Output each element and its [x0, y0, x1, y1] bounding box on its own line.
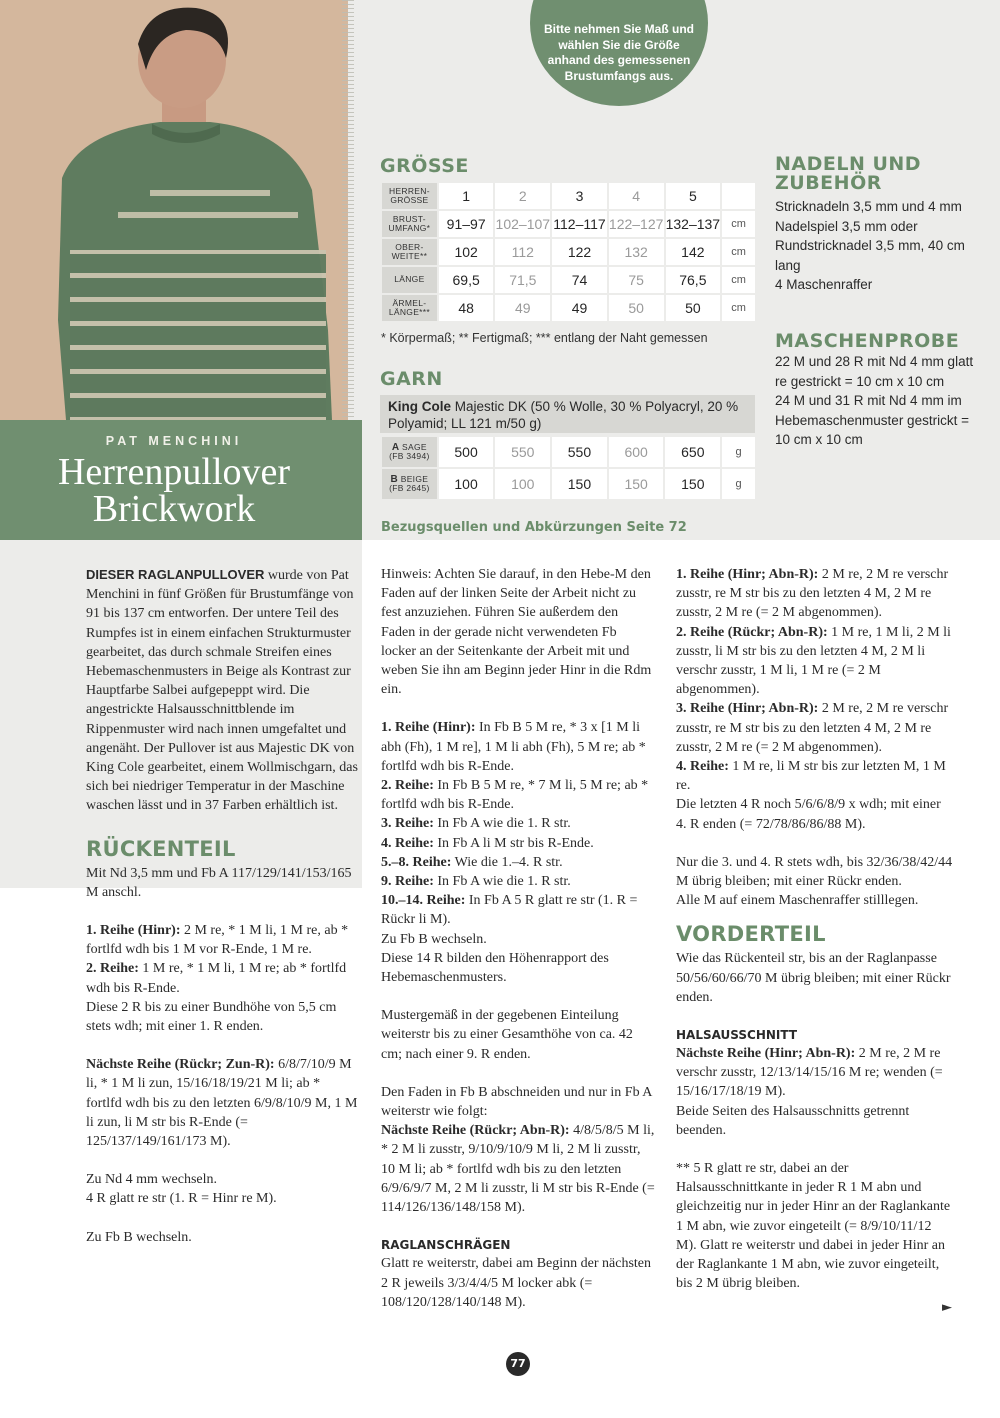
raglan-row-2 — [676, 623, 954, 700]
size-footnote: * Körpermaß; ** Fertigmaß; *** entlang der Naht gemessen — [381, 331, 708, 345]
pattern-row-10-14 — [381, 891, 655, 929]
yarn-brand: King Cole — [388, 399, 451, 414]
change-color-b: Zu Fb B wechseln. — [381, 931, 487, 947]
raglan-text: Glatt re weiterstr, dabei am Beginn der nächsten 2 R jeweils 3/3/4/4/5 M locker abk (= 108/120/128/140/148 M). — [381, 1256, 652, 1310]
needles-heading-line-2: ZUBEHÖR — [775, 172, 882, 194]
row-label: Nächste Reihe (Hinr; Abn-R): — [676, 1046, 856, 1062]
size-unit: cm — [721, 238, 756, 266]
size-cell: 132 — [608, 238, 665, 266]
row-label: 2. Reihe (Rückr; Abn-R): — [676, 624, 828, 640]
pattern-row-9 — [381, 872, 655, 891]
row-label: 2. Reihe: — [381, 778, 434, 794]
row-text: 2 M re, 2 M re verschr zusstr, re M str bis zu den letzten 4 M, 2 M re zusstr, 2 M re (= 2 M abgenommen). — [676, 701, 949, 755]
raglan-repeat-2: Nur die 3. und 4. R stets wdh, bis 32/36/38/42/44 M übrig bleiben; mit einer Rückr enden. — [676, 854, 953, 890]
yarn-heading: GARN — [380, 368, 443, 390]
size-cell: 1 — [438, 182, 495, 210]
row-label: Nächste Reihe (Rückr; Zun-R): — [86, 1057, 275, 1073]
row-label: 1. Reihe (Hinr): — [86, 923, 181, 939]
size-cell: 122–127 — [608, 210, 665, 238]
yarn-cell: 550 — [551, 436, 608, 468]
row-text: 1 M re, 1 M li, 2 M li zusstr, li M str bis zu den letzten 4 M, 2 M li verschr zusstr, 1 M li, 1 M re (= 2 M abgenommen). — [676, 624, 951, 698]
row-text: Wie die 1.–4. R str. — [451, 854, 563, 870]
yarn-unit: g — [721, 436, 756, 468]
back-heading: RÜCKENTEIL — [86, 836, 236, 861]
title-line-1: Herrenpullover — [57, 451, 291, 493]
back-rib-repeat: Diese 2 R bis zu einer Bundhöhe von 5,5 cm stets wdh; mit einer 1. R enden. — [86, 999, 337, 1035]
size-cell: 102 — [438, 238, 495, 266]
row-label: 5.–8. Reihe: — [381, 854, 452, 870]
yarn-code: B — [390, 473, 399, 485]
row-text: In Fb B 5 M re, * 7 M li, 5 M re; ab * fortlfd wdh bis R-Ende. — [381, 778, 649, 813]
size-cell: 91–97 — [438, 210, 495, 238]
yarn-spec: Majestic DK (50 % Wolle, 30 % Polyacryl, 20 % Polyamid; LL 121 m/50 g) — [388, 399, 739, 431]
yarn-row — [381, 468, 756, 500]
size-cell: 122 — [551, 238, 608, 266]
yarn-cell: 500 — [438, 436, 495, 468]
row-text: 1 M re, li M str bis zur letzten M, 1 M re. — [676, 759, 946, 794]
yarn-code: A — [391, 441, 400, 453]
row-label: 3. Reihe (Hinr; Abn-R): — [676, 701, 819, 717]
row-text: In Fb A 5 R glatt re str (1. R = Rückr li M). — [381, 893, 638, 928]
yarn-cell: 150 — [608, 468, 665, 500]
back-change-needle: Zu Nd 4 mm wechseln. — [86, 1172, 218, 1188]
neckline-heading: HALSAUSSCHNITT — [676, 1028, 798, 1043]
size-row-label: OBER- WEITE** — [381, 238, 438, 266]
yarn-color-number: (FB 2645) — [389, 483, 430, 493]
stitch-holder-note: Alle M auf einem Maschenraffer stilllegen. — [676, 893, 919, 909]
size-cell: 132–137 — [665, 210, 722, 238]
size-cell: 112–117 — [551, 210, 608, 238]
repeat-note: Diese 14 R bilden den Höhenrapport des Hebemaschenmusters. — [381, 950, 609, 986]
size-heading: GRÖSSE — [380, 155, 469, 177]
back-row-2 — [86, 959, 358, 997]
size-cell: 102–107 — [494, 210, 551, 238]
decrease-row — [381, 1121, 655, 1217]
size-cell: 75 — [608, 266, 665, 294]
size-cell: 2 — [494, 182, 551, 210]
size-cell: 76,5 — [665, 266, 722, 294]
sweater-photo — [0, 0, 348, 420]
size-row — [381, 238, 756, 266]
size-row — [381, 294, 756, 322]
yarn-color-number: (FB 3494) — [389, 451, 430, 461]
size-unit: cm — [721, 266, 756, 294]
pattern-row-4 — [381, 834, 655, 853]
page-number: 77 — [506, 1352, 530, 1376]
raglan-heading: RAGLANSCHRÄGEN — [381, 1238, 511, 1253]
yarn-color-name: SAGE — [402, 441, 427, 452]
row-label: 3. Reihe: — [381, 816, 434, 832]
yarn-color-label — [381, 468, 438, 500]
row-text: In Fb A wie die 1. R str. — [433, 874, 571, 890]
sources-reference: Bezugsquellen und Abkürzungen Seite 72 — [381, 520, 687, 535]
row-text: 2 M re, 2 M re verschr zusstr, re M str bis zu den letzten 4 M, 2 M re zusstr, 2 M re (= 2 M abgenommen). — [676, 567, 949, 621]
row-label: 4. Reihe: — [676, 759, 729, 775]
pattern-row-2 — [381, 776, 655, 814]
yarn-color-name: BEIGE — [400, 473, 429, 484]
size-cell: 50 — [608, 294, 665, 322]
size-row-label: BRUST- UMFANG* — [381, 210, 438, 238]
yarn-table — [380, 435, 757, 501]
size-cell: 48 — [438, 294, 495, 322]
row-label: 1. Reihe (Hinr): — [381, 720, 476, 736]
size-cell: 50 — [665, 294, 722, 322]
size-cell: 49 — [494, 294, 551, 322]
pattern-title — [0, 451, 348, 530]
size-advice-text: Bitte nehmen Sie Maß und wählen Sie die Größe anhand des gemessenen Brustumfangs aus. — [543, 22, 694, 83]
size-cell: 74 — [551, 266, 608, 294]
yarn-unit: g — [721, 468, 756, 500]
row-text: In Fb A wie die 1. R str. — [433, 816, 571, 832]
pattern-row-1 — [381, 718, 655, 776]
pattern-row-5-8 — [381, 853, 655, 872]
row-label: 4. Reihe: — [381, 835, 434, 851]
yarn-color-label — [381, 436, 438, 468]
raglan-row-1 — [676, 565, 954, 623]
row-text: 4/8/5/8/5 M li, * 2 M li zusstr, 9/10/9/10/9 M li, 2 M li zusstr, 10 M li; ab * fortlfd wdh bis zu den letzten 6/9/6/9/7 M, 2 M li zusstr, li M str bis R-Ende (= 114/126/136/148/158 M). — [381, 1123, 655, 1216]
size-cell: 5 — [665, 182, 722, 210]
back-change-color: Zu Fb B wechseln. — [86, 1229, 192, 1245]
raglan-row-3 — [676, 699, 954, 757]
hint-paragraph: Hinweis: Achten Sie darauf, in den Hebe-M den Faden auf der linken Seite der Arbeit nicht zu fest anzuziehen. Führen Sie außerdem den Faden in der gerade nicht verwendeten Fb locker an der Seitenkante der Arbeit mit und weben Sie ihn am Beginn jeder Hinr in die Rdm ein. — [381, 567, 652, 698]
needles-heading-line-1: NADELN UND — [775, 153, 922, 175]
back-next-row — [86, 1055, 358, 1151]
column-1 — [86, 565, 358, 1266]
gauge-heading: MASCHENPROBE — [775, 330, 960, 352]
needles-heading — [775, 155, 921, 193]
size-row — [381, 182, 756, 210]
raglan-repeat: Die letzten 4 R noch 5/6/6/8/9 x wdh; mit einer 4. R enden (= 72/78/86/86/88 M). — [676, 797, 941, 832]
column-2 — [381, 565, 655, 1331]
row-text: 6/8/7/10/9 M li, * 1 M li zun, 15/16/18/19/21 M li; ab * fortlfd wdh bis zu den letzten 6/9/8/10/9 M, 1 M li zun, li M str bis R-Ende (= 125/137/149/161/173 M). — [86, 1057, 358, 1150]
continue-pattern: Mustergemäß in der gegebenen Einteilung weiterstr bis zu einer Gesamthöhe von ca. 42 cm; nach einer 9. R enden. — [381, 1008, 633, 1062]
front-text: Wie das Rückenteil str, bis an der Raglanpasse 50/56/60/66/70 M übrig bleiben; mit einer Rückr enden. — [676, 951, 951, 1005]
column-3 — [676, 565, 954, 1294]
size-unit: cm — [721, 294, 756, 322]
gauge-text: 22 M und 28 R mit Nd 4 mm glatt re gestrickt = 10 cm x 10 cm 24 M und 31 R mit Nd 4 mm im Hebemaschenmuster gestrickt = 10 cm x 10 cm — [775, 354, 974, 447]
row-label: 2. Reihe: — [86, 961, 139, 977]
back-cast-on: Mit Nd 3,5 mm und Fb A 117/129/141/153/165 M anschl. — [86, 865, 352, 900]
intro-lead: DIESER RAGLANPULLOVER — [86, 567, 265, 582]
yarn-cell: 150 — [664, 468, 721, 500]
title-band — [0, 420, 362, 540]
back-row-1 — [86, 921, 358, 959]
row-label: 10.–14. Reihe: — [381, 893, 466, 909]
size-cell: 142 — [665, 238, 722, 266]
size-unit: cm — [721, 210, 756, 238]
row-text: 2 M re, * 1 M li, 1 M re, ab * fortlfd wdh bis 1 M vor R-Ende, 1 M re. — [86, 923, 349, 958]
size-row-label: HERREN- GRÖSSE — [381, 182, 438, 210]
yarn-row — [381, 436, 756, 468]
intro-paragraph — [86, 565, 358, 816]
yarn-cell: 600 — [608, 436, 665, 468]
yarn-description — [380, 395, 755, 433]
row-label: 9. Reihe: — [381, 874, 434, 890]
size-cell: 4 — [608, 182, 665, 210]
row-label: 1. Reihe (Hinr; Abn-R): — [676, 567, 819, 582]
row-label: Nächste Reihe (Rückr; Abn-R): — [381, 1123, 570, 1139]
yarn-cell: 100 — [494, 468, 551, 500]
front-heading: VORDERTEIL — [676, 922, 826, 947]
size-row-label: ÄRMEL- LÄNGE*** — [381, 294, 438, 322]
intro-text: wurde von Pat Menchini in fünf Größen für Brustumfänge von 91 bis 137 cm entworfen. Der untere Teil des Rumpfes ist in einem einfachen Strukturmuster gearbeitet, das durch schmale Streifen eines Hebemaschenmusters in Beige als Kontrast zur Hauptfarbe Salbei aufgepeppt wird. Die angestrickte Halsausschnittblende im Rippenmuster wird nach innen umgefaltet und angenäht. Der Pullover ist aus Majestic DK von King Cole gearbeitet, einem Wollmischgarn, das sich bei niedriger Temperatur in der Maschine waschen lässt und in 37 Farben erhältlich ist. — [86, 568, 358, 814]
neckline-row — [676, 1044, 954, 1102]
author-name: PAT MENCHINI — [105, 434, 243, 448]
neckline-separate: Beide Seiten des Halsausschnitts getrennt beenden. — [676, 1103, 910, 1138]
row-text: In Fb B 5 M re, * 3 x [1 M li abh (Fh), 1 M re], 1 M li abh (Fh), 5 M re; ab * fortlfd wdh bis R-Ende. — [381, 720, 646, 774]
raglan-row-4 — [676, 757, 954, 795]
size-table — [380, 181, 757, 323]
size-cell: 112 — [494, 238, 551, 266]
size-cell: 3 — [551, 182, 608, 210]
size-cell: 49 — [551, 294, 608, 322]
back-stockinette: 4 R glatt re str (1. R = Hinr re M). — [86, 1191, 277, 1207]
yarn-cell: 550 — [494, 436, 551, 468]
cut-yarn: Den Faden in Fb B abschneiden und nur in Fb A weiterstr wie folgt: — [381, 1084, 652, 1120]
continue-arrow-icon: ► — [942, 1300, 952, 1315]
size-row — [381, 266, 756, 294]
needles-text: Stricknadeln 3,5 mm und 4 mm Nadelspiel 3,5 mm oder Rundstricknadel 3,5 mm, 40 cm lang 4 Maschenraffer — [775, 199, 965, 292]
yarn-cell: 650 — [664, 436, 721, 468]
row-text: 1 M re, * 1 M li, 1 M re; ab * fortlfd wdh bis R-Ende. — [86, 961, 347, 996]
row-text: In Fb A li M str bis R-Ende. — [433, 835, 594, 851]
size-row-label: LÄNGE — [381, 266, 438, 294]
size-row — [381, 210, 756, 238]
size-cell: 69,5 — [438, 266, 495, 294]
size-cell: 71,5 — [494, 266, 551, 294]
size-unit — [721, 182, 756, 210]
pattern-row-3 — [381, 814, 655, 833]
neckline-shaping: ** 5 R glatt re str, dabei an der Halsausschnittkante in jeder R 1 M abn und gleichzeitig nur in jeder Hinr an der Raglankante 1 M abn, wie zuvor eingeteilt (= 8/9/10/11/12 M). Glatt re weiterstr und dabei in jeder Hinr an der Raglankante 1 M abn, wie zuvor eingeteilt, bis 2 M übrig bleiben. — [676, 1161, 951, 1292]
yarn-cell: 100 — [438, 468, 495, 500]
model-illustration — [0, 0, 348, 420]
title-line-2: Brickwork — [92, 488, 256, 530]
row-text: 2 M re, 2 M re verschr zusstr, 12/13/14/15/16 M re; wenden (= 15/16/17/18/19 M). — [676, 1046, 943, 1100]
yarn-cell: 150 — [551, 468, 608, 500]
